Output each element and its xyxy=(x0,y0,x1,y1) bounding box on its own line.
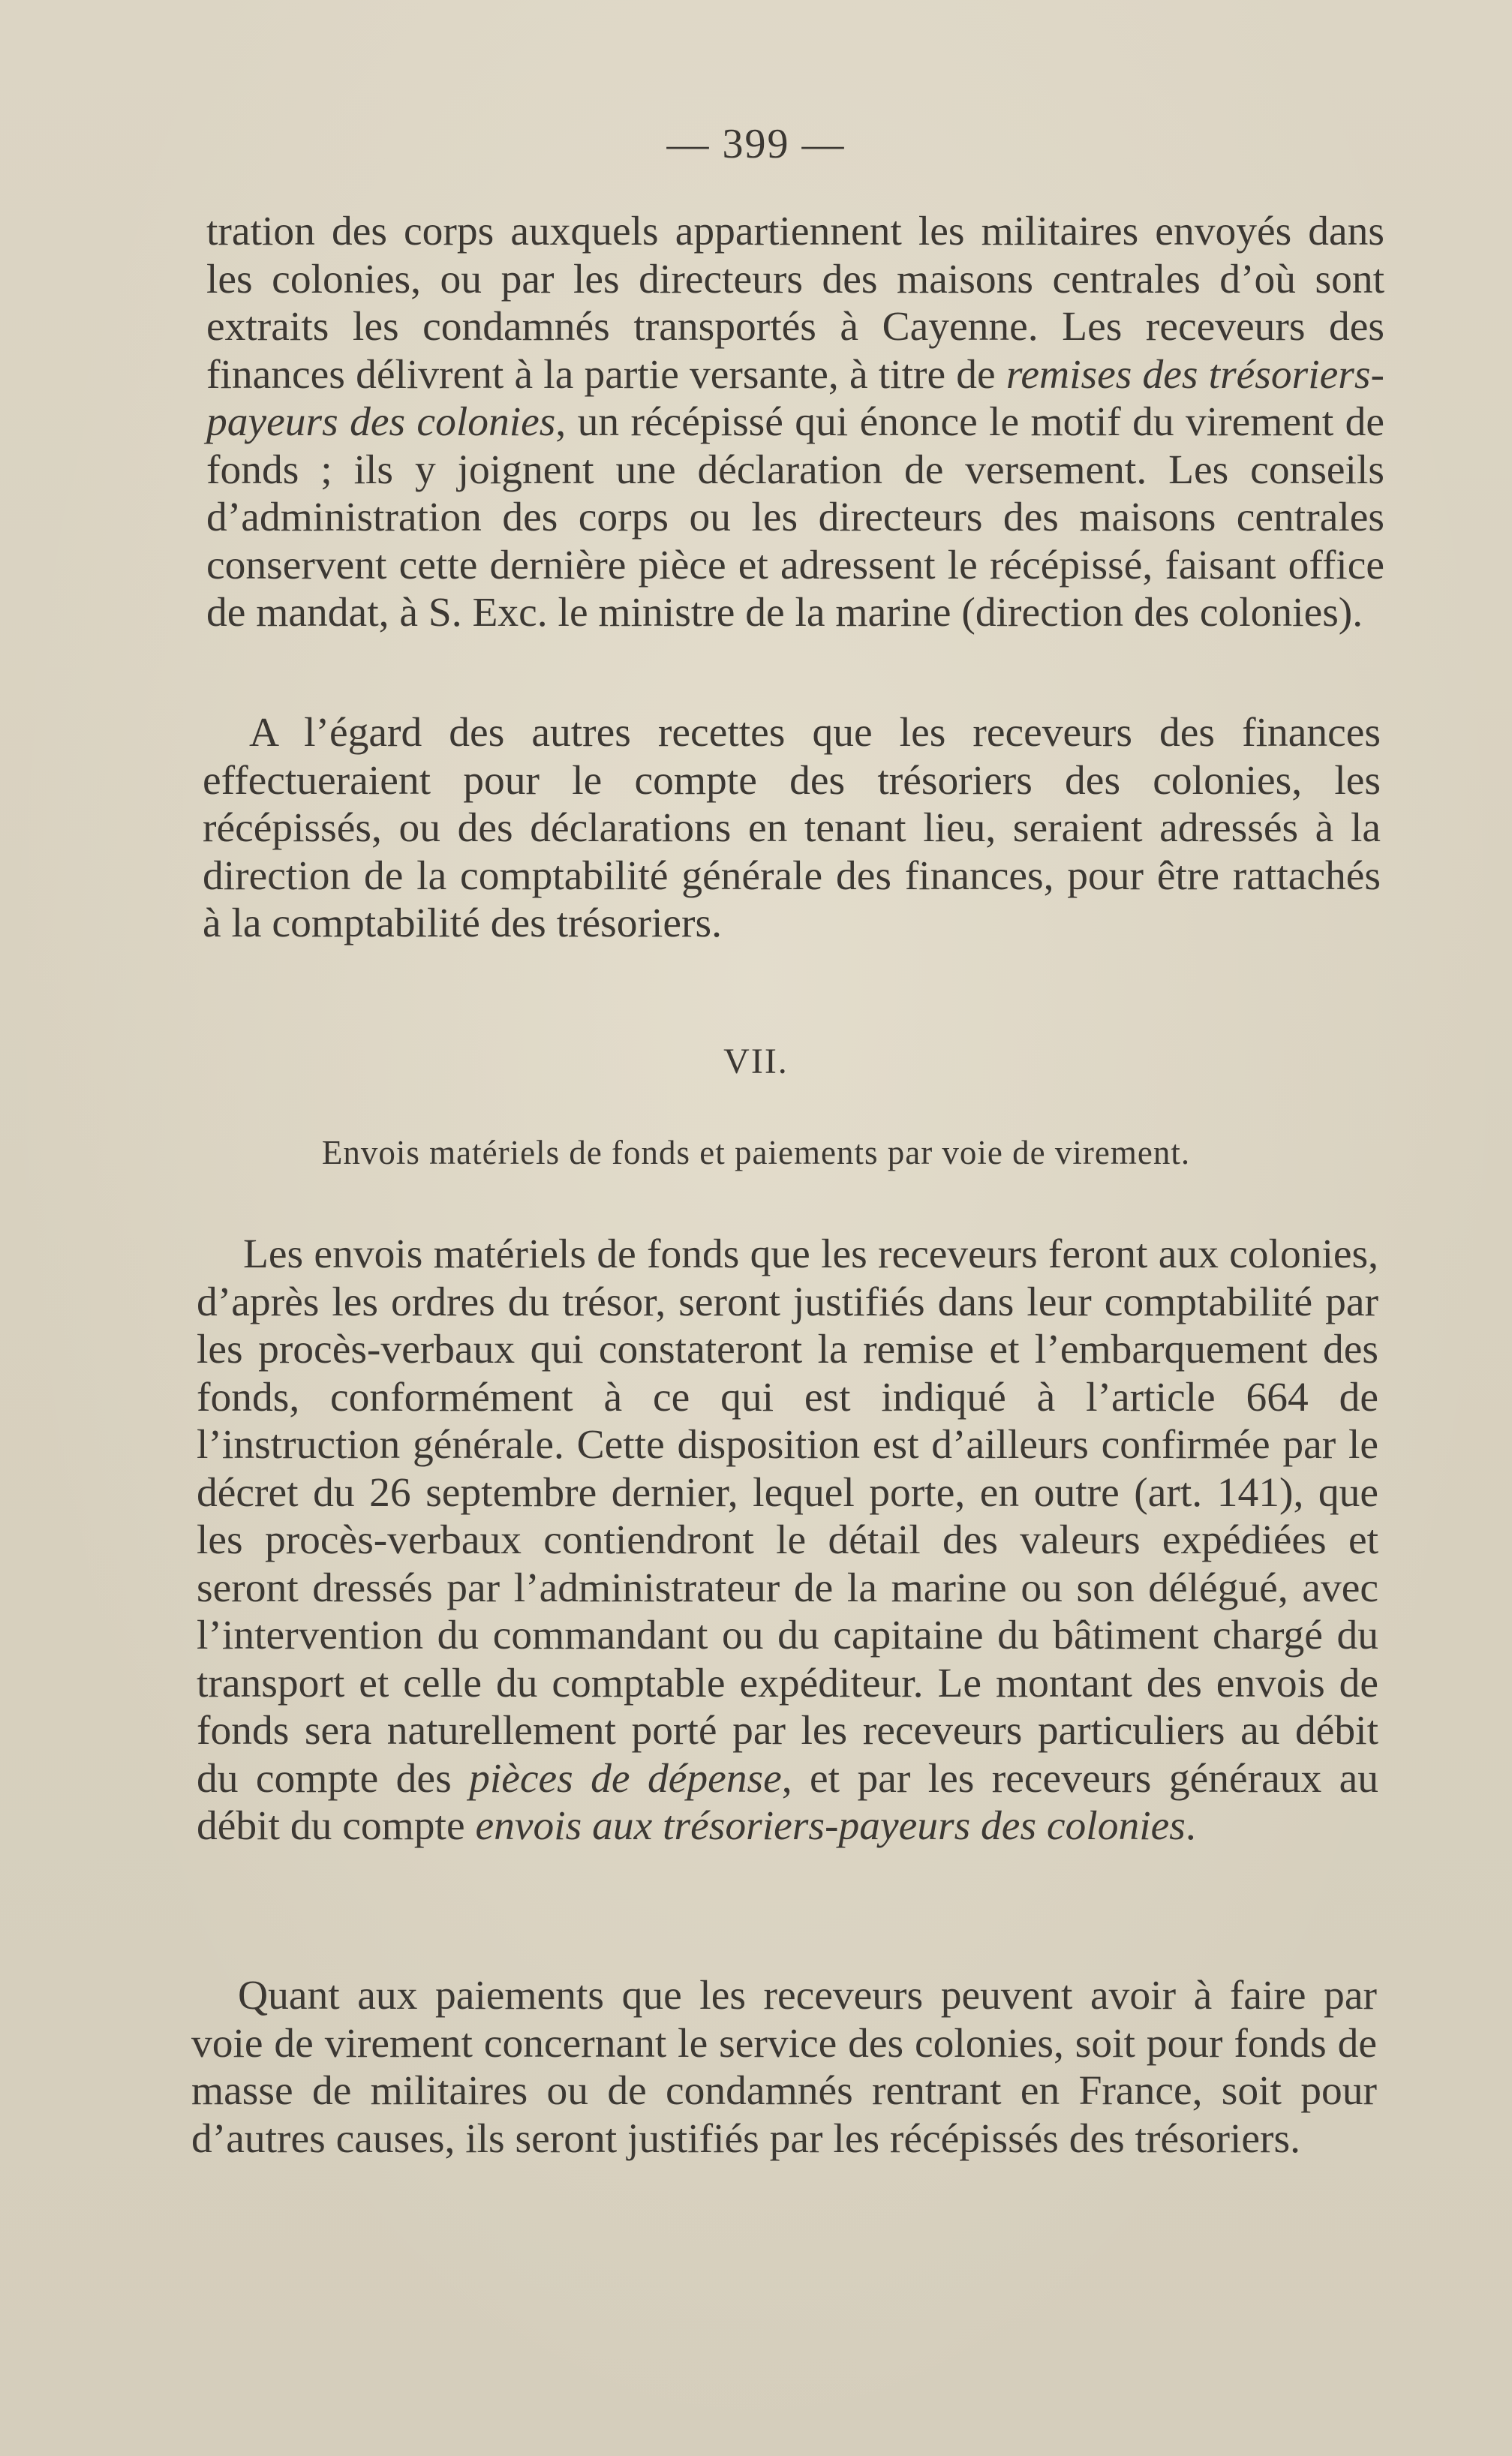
page-number: — 399 — xyxy=(666,121,846,167)
text-run: A l’égard des autres recettes que les receveurs des finances effectueraient pour le compte des trésoriers des colonies, les récépissés, ou des déclarations en tenant lieu, seraient adressés à la direction de la comptabilité générale des finances, pour être rattachés à la comptabilité des trésoriers. xyxy=(203,710,1381,946)
text-run: tration des corps auxquels appartiennent les militaires envoyés dans les colonies, ou par les directeurs des maisons centrales d’où sont extraits les condamnés transportés à Cayenne. Les receveurs des finances délivrent à la partie versante, à titre de xyxy=(206,209,1384,398)
paragraph xyxy=(203,709,1381,948)
paragraph xyxy=(191,1972,1377,2163)
paragraph xyxy=(206,208,1384,637)
text-run: Quant aux paiements que les receveurs peuvent avoir à faire par voie de virement concernant le service des colonies, soit pour fonds de masse de militaires ou de condamnés rentrant en France, soit pour d’autres causes, ils seront justifiés par les récépissés des trésoriers. xyxy=(191,1973,1377,2162)
text-run: Les envois matériels de fonds que les receveurs feront aux colonies, d’après les ordres du trésor, seront justifiés dans leur comptabilité par les procès-verbaux qui constateront la remise et l’embarquement des fonds, conformément à ce qui est indiqué à l’article 664 de l’instruction générale. Cette disposition est d’ailleurs confirmée par le décret du 26 septembre dernier, lequel porte, en outre (art. 141), que les procès-verbaux contiendront le détail des valeurs expédiées et seront dressés par l’administrateur de la marine ou son délégué, avec l’intervention du commandant ou du capitaine du bâtiment chargé du transport et celle du comptable expéditeur. Le montant des envois de fonds sera naturellement porté par les receveurs particuliers au débit du compte des xyxy=(197,1231,1378,1802)
paragraph xyxy=(197,1231,1378,1850)
italic-text-run: envois aux trésoriers-payeurs des colonies xyxy=(475,1803,1186,1849)
text-run: . xyxy=(1185,1803,1196,1849)
section-number: VII. xyxy=(723,1042,789,1081)
italic-text-run: remises des trésoriers-payeurs des colonies xyxy=(206,351,1384,445)
italic-text-run: pièces de dépense xyxy=(469,1755,782,1802)
text-run: , un récépissé qui énonce le motif du virement de fonds ; ils y joignent une déclaration de versement. Les conseils d’administration des corps ou les directeurs des maisons centrales conservent cette dernière pièce et adressent le récépissé, faisant office de mandat, à S. Exc. le ministre de la marine (direction des colonies). xyxy=(206,399,1385,636)
text-run: , et par les receveurs généraux au débit du compte xyxy=(197,1755,1378,1849)
section-title: Envois matériels de fonds et paiements par voie de virement. xyxy=(321,1134,1191,1171)
